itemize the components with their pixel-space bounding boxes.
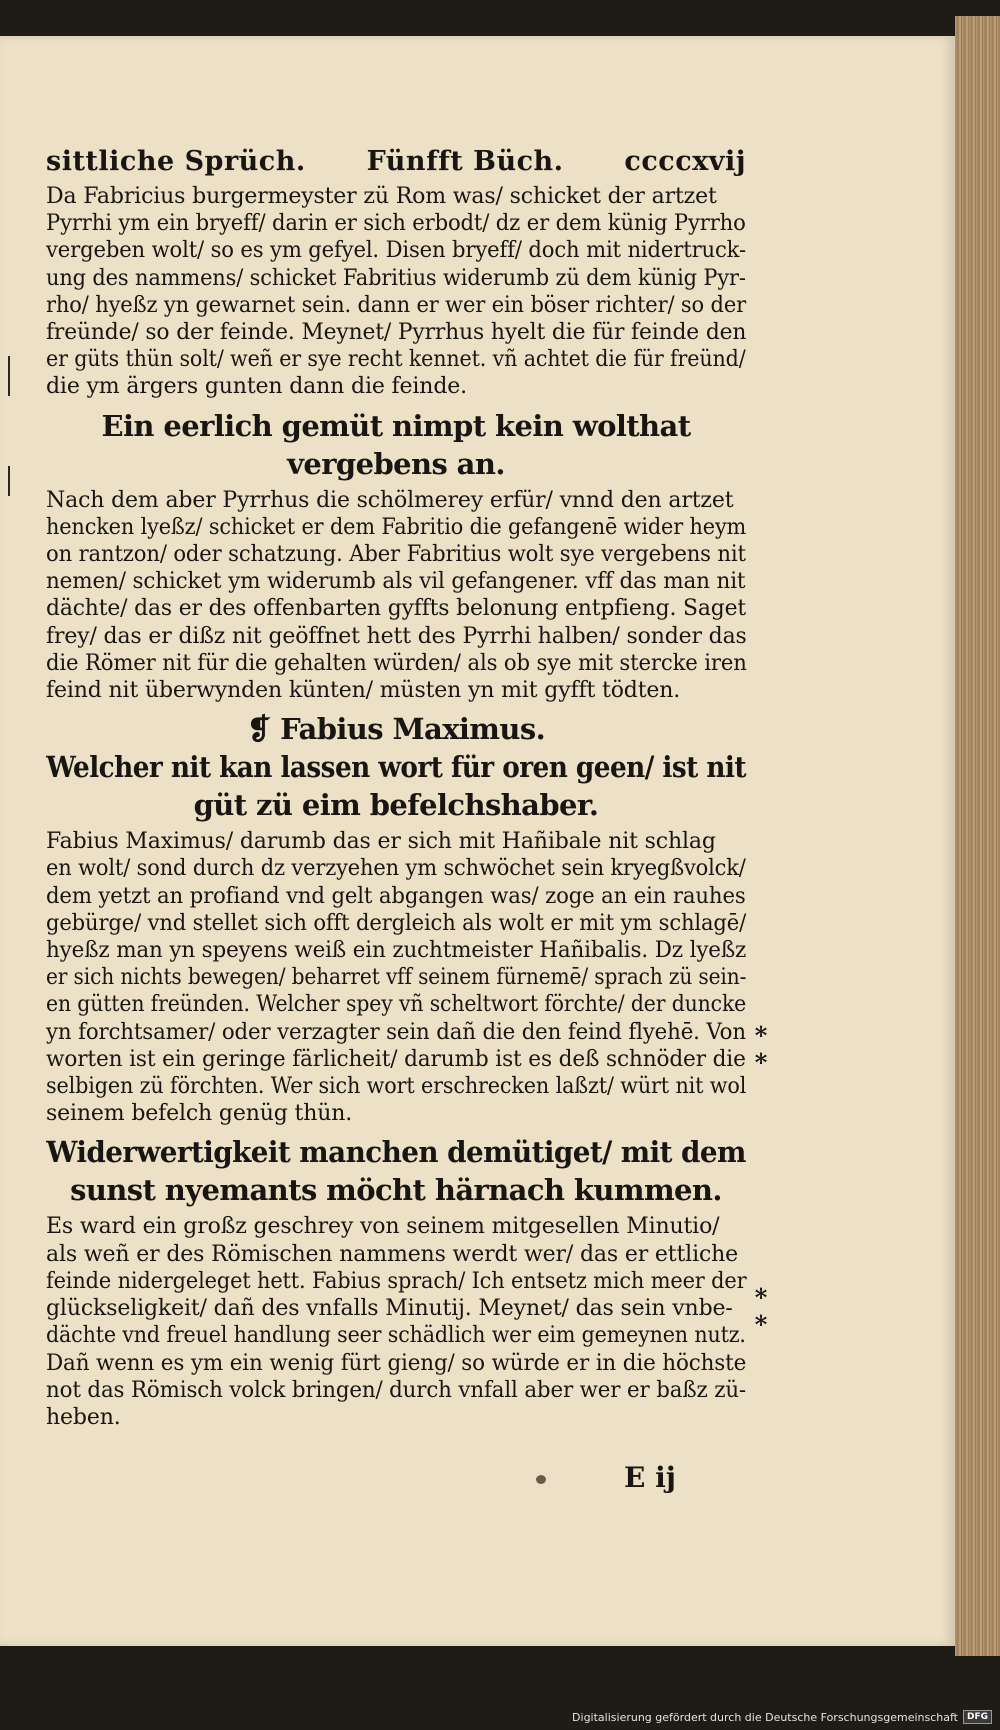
text-line: en wolt/ sond durch dz verzyehen ym schwöchet sein kryegßvolck/ bbox=[46, 856, 746, 882]
footer-text: Digitalisierung gefördert durch die Deutsche Forschungsgemeinschaft bbox=[572, 1710, 958, 1724]
heading-line: güt zü eim befelchshaber. bbox=[193, 788, 599, 823]
text-line: seinem befelch genüg thün. bbox=[46, 1101, 353, 1127]
folio-number: ccccxvij bbox=[624, 146, 746, 177]
text-line: hencken lyeßz/ schicket er dem Fabritio die gefangenē wider heym bbox=[46, 514, 747, 540]
section-heading bbox=[46, 1133, 746, 1209]
margin-mark: * bbox=[754, 1021, 768, 1050]
margin-mark: * bbox=[754, 1283, 768, 1312]
text-line: er sich nichts bewegen/ beharret vff seinem fürnemē/ sprach zü sein- bbox=[46, 965, 747, 991]
text-line: freünde/ so der feinde. Meynet/ Pyrrhus hyelt die für feinde den bbox=[46, 320, 747, 346]
text-line: er güts thün solt/ weñ er sye recht kennet. vñ achtet die für freünd/ bbox=[46, 347, 746, 373]
text-line: worten ist ein geringe färlicheit/ darumb ist es deß schnöder die bbox=[46, 1046, 746, 1072]
page-content bbox=[46, 146, 746, 1431]
text-line: die Römer nit für die gehalten würden/ als ob sye mit stercke iren bbox=[46, 650, 747, 676]
text-line: die ym ärgers gunten dann die feinde. bbox=[46, 374, 467, 400]
text-paragraph bbox=[46, 828, 746, 1127]
text-line: en gütten freünden. Welcher spey vñ scheltwort förchte/ der duncke bbox=[46, 992, 747, 1018]
text-line: vergeben wolt/ so es ym gefyel. Disen bryeff/ doch mit nidertruck- bbox=[46, 238, 746, 264]
heading-line: sunst nyemants möcht härnach kummen. bbox=[70, 1173, 722, 1208]
book-page bbox=[0, 36, 955, 1646]
margin-rule bbox=[8, 466, 10, 496]
signature-mark: E ij bbox=[624, 1461, 676, 1494]
heading-line: Widerwertigkeit manchen demütiget/ mit dem bbox=[46, 1135, 746, 1170]
text-line: gebürge/ vnd stellet sich offt dergleich als wolt er mit ym schlagē/ bbox=[46, 910, 747, 936]
text-line: feinde nidergeleget hett. Fabius sprach/ Ich entsetz mich meer der bbox=[46, 1268, 747, 1294]
text-paragraph bbox=[46, 487, 746, 705]
body-text bbox=[46, 183, 746, 1431]
ink-spot bbox=[536, 1475, 546, 1484]
text-paragraph bbox=[46, 1213, 746, 1431]
text-paragraph bbox=[46, 183, 746, 401]
digitization-footer bbox=[572, 1710, 992, 1724]
text-line: glückseligkeit/ dañ des vnfalls Minutij. Meynet/ das sein vnbe- bbox=[46, 1296, 733, 1322]
text-line: hyeßz man yn speyens weiß ein zuchtmeister Hañibalis. Dz lyeßz bbox=[46, 938, 747, 964]
text-line: Es ward ein großz geschrey von seinem mitgesellen Minutio/ bbox=[46, 1214, 720, 1240]
text-line: Fabius Maximus/ darumb das er sich mit Hañibale nit schlag bbox=[46, 829, 716, 855]
text-line: als weñ er des Römischen nammens werdt wer/ das er ettliche bbox=[46, 1241, 739, 1267]
text-line: feind nit überwynden künten/ müsten yn mit gyfft tödten. bbox=[46, 678, 681, 704]
margin-rule bbox=[8, 356, 10, 396]
margin-mark: * bbox=[754, 1310, 768, 1339]
text-line: dächte vnd freuel handlung seer schädlich wer eim gemeynen nutz. bbox=[46, 1323, 746, 1349]
text-line: dem yetzt an profiand vnd gelt abgangen was/ zoge an ein rauhes bbox=[46, 883, 746, 909]
running-head bbox=[46, 146, 746, 177]
heading-line: Welcher nit kan lassen wort für oren geen/ ist nit bbox=[46, 750, 746, 785]
text-line: dächte/ das er des offenbarten gyffts belonung entpfieng. Saget bbox=[46, 596, 747, 622]
heading-line: Ein eerlich gemüt nimpt kein wolthat bbox=[101, 408, 691, 443]
running-head-center: Fünfft Büch. bbox=[366, 146, 564, 177]
text-line: nemen/ schicket ym widerumb als vil gefangener. vff das man nit bbox=[46, 569, 746, 595]
running-head-left: sittliche Sprüch. bbox=[46, 146, 306, 177]
margin-mark: * bbox=[754, 1048, 768, 1077]
text-line: rho/ hyeßz yn gewarnet sein. dann er wer ein böser richter/ so der bbox=[46, 292, 747, 318]
text-line: selbigen zü förchten. Wer sich wort erschrecken laßzt/ würt nit wol bbox=[46, 1074, 747, 1100]
text-line: yn forchtsamer/ oder verzagter sein dañ die den feind flyehē. Von bbox=[46, 1019, 746, 1045]
section-heading bbox=[46, 710, 746, 824]
heading-line: vergebens an. bbox=[287, 446, 505, 481]
text-line: on rantzon/ oder schatzung. Aber Fabritius wolt sye vergebens nit bbox=[46, 542, 746, 568]
text-line: Da Fabricius burgermeyster zü Rom was/ schicket der artzet bbox=[46, 184, 717, 209]
text-line: Dañ wenn es ym ein wenig fürt gieng/ so würde er in die höchste bbox=[46, 1350, 747, 1376]
dfg-logo: DFG bbox=[963, 1710, 992, 1724]
text-line: frey/ das er dißz nit geöffnet hett des Pyrrhi halben/ sonder das bbox=[46, 623, 747, 649]
page-edges bbox=[955, 16, 1000, 1656]
text-line: Pyrrhi ym ein bryeff/ darin er sich erbodt/ dz er dem künig Pyrrho bbox=[46, 211, 746, 237]
heading-line: ❡ Fabius Maximus. bbox=[246, 712, 546, 747]
text-line: heben. bbox=[46, 1404, 121, 1430]
text-line: ung des nammens/ schicket Fabritius widerumb zü dem künig Pyr- bbox=[46, 265, 746, 291]
section-heading bbox=[46, 407, 746, 483]
text-line: not das Römisch volck bringen/ durch vnfall aber wer er baßz zü- bbox=[46, 1377, 747, 1403]
text-line: Nach dem aber Pyrrhus die schölmerey erfür/ vnnd den artzet bbox=[46, 487, 734, 513]
